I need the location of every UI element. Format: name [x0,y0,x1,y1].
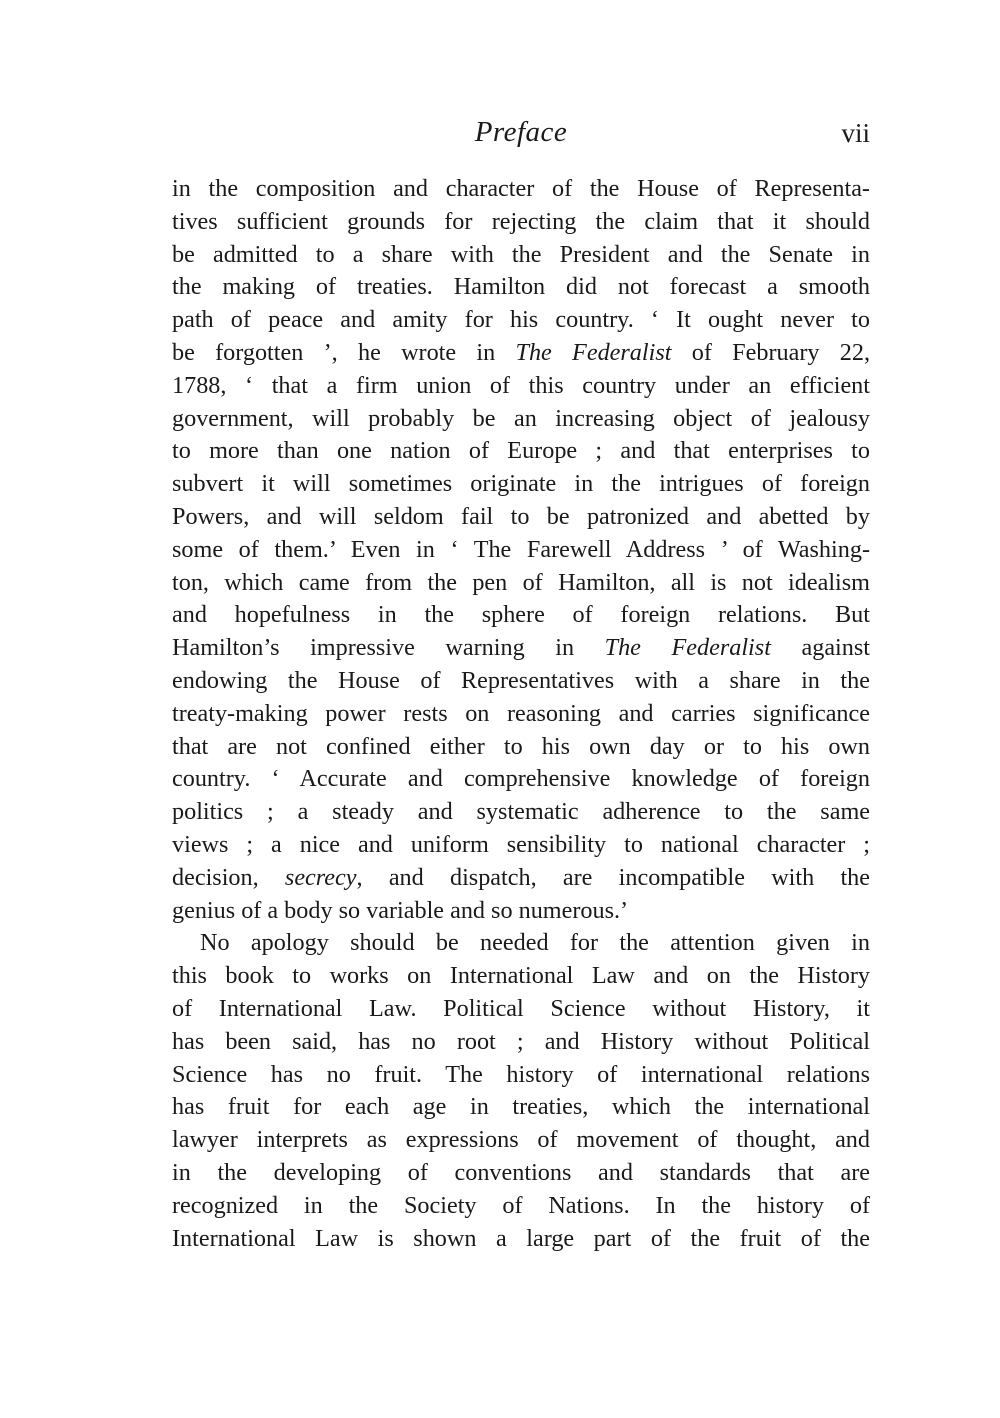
text-segment: in the developing of conventions and standards that are [172,1158,870,1186]
text-segment: Science has no fruit. The history of international relations [172,1060,870,1088]
text-segment: subvert it will sometimes originate in the intrigues of foreign [172,470,870,498]
text-line [172,501,870,534]
text-line [172,1091,870,1124]
text-line [172,1157,870,1190]
text-line [172,1026,870,1059]
text-segment: 1788, ‘ that a firm union of this country under an efficient [172,371,870,399]
text-line [172,731,870,764]
text-line [172,698,870,731]
text-line [172,304,870,337]
text-line [172,173,870,206]
text-segment: against [770,634,871,662]
text-line [172,632,870,665]
page-number: vii [841,118,870,148]
text-line [172,370,870,403]
text-segment: of February 22, [671,338,870,366]
text-line [172,1059,870,1092]
body-text [172,173,870,1255]
italic-title: secrecy [284,863,357,891]
text-segment: ton, which came from the pen of Hamilton, all is not idealism [172,568,870,596]
italic-title: The Federalist [604,634,771,662]
text-segment: recognized in the Society of Nations. In the history of [172,1191,870,1219]
text-segment: decision, [172,863,285,891]
text-segment: this book to works on International Law and on the History [172,962,870,990]
text-segment: lawyer interprets as expressions of movement of thought, and [172,1126,870,1154]
text-segment: Powers, and will seldom fail to be patronized and abetted by [172,502,870,530]
text-segment: and hopefulness in the sphere of foreign relations. But [172,601,870,629]
text-line [172,763,870,796]
text-line [172,435,870,468]
text-segment: International Law is shown a large part of the fruit of the [172,1224,870,1252]
text-line [172,1190,870,1223]
text-segment: be forgotten ’, he wrote in [172,338,516,366]
text-segment: country. ‘ Accurate and comprehensive knowledge of foreign [172,765,870,793]
text-line [172,567,870,600]
text-line [172,239,870,272]
text-segment: that are not confined either to his own day or to his own [172,732,870,760]
text-line [172,927,870,960]
text-segment: treaty-making power rests on reasoning and carries significance [172,699,870,727]
text-segment: politics ; a steady and systematic adherence to the same [172,798,870,826]
text-line [172,403,870,436]
text-segment: has fruit for each age in treaties, which the international [172,1093,870,1121]
text-line [172,665,870,698]
text-segment: endowing the House of Representatives with a share in the [172,666,870,694]
text-line [172,534,870,567]
text-segment: has been said, has no root ; and History without Political [172,1027,870,1055]
text-line [172,468,870,501]
text-segment: views ; a nice and uniform sensibility to national character ; [172,830,870,858]
page-header [172,116,870,156]
text-segment: path of peace and amity for his country. ‘ It ought never to [172,306,870,334]
running-title: Preface [474,116,568,148]
text-line [172,206,870,239]
text-segment: genius of a body so variable and so numerous.’ [172,896,629,924]
text-segment: No apology should be needed for the attention given in [200,929,870,957]
text-segment: to more than one nation of Europe ; and that enterprises to [172,437,870,465]
text-segment: tives sufficient grounds for rejecting the claim that it should [172,207,870,235]
text-line [172,599,870,632]
text-line [172,337,870,370]
text-line [172,271,870,304]
text-segment: some of them.’ Even in ‘ The Farewell Address ’ of Washing- [172,535,870,563]
text-line [172,1124,870,1157]
text-segment: of International Law. Political Science without History, it [172,994,870,1022]
text-line [172,960,870,993]
text-line [172,829,870,862]
text-segment: Hamilton’s impressive warning in [172,634,605,662]
text-line [172,993,870,1026]
text-segment: be admitted to a share with the President and the Senate in [172,240,870,268]
text-segment: , and dispatch, are incompatible with the [356,863,870,891]
italic-title: The Federalist [515,338,672,366]
text-segment: the making of treaties. Hamilton did not forecast a smooth [172,273,870,301]
text-line [172,862,870,895]
text-line [172,796,870,829]
text-line [172,895,870,928]
text-line [172,1223,870,1256]
text-segment: in the composition and character of the House of Representa- [172,175,870,202]
text-segment: government, will probably be an increasing object of jealousy [172,404,870,432]
